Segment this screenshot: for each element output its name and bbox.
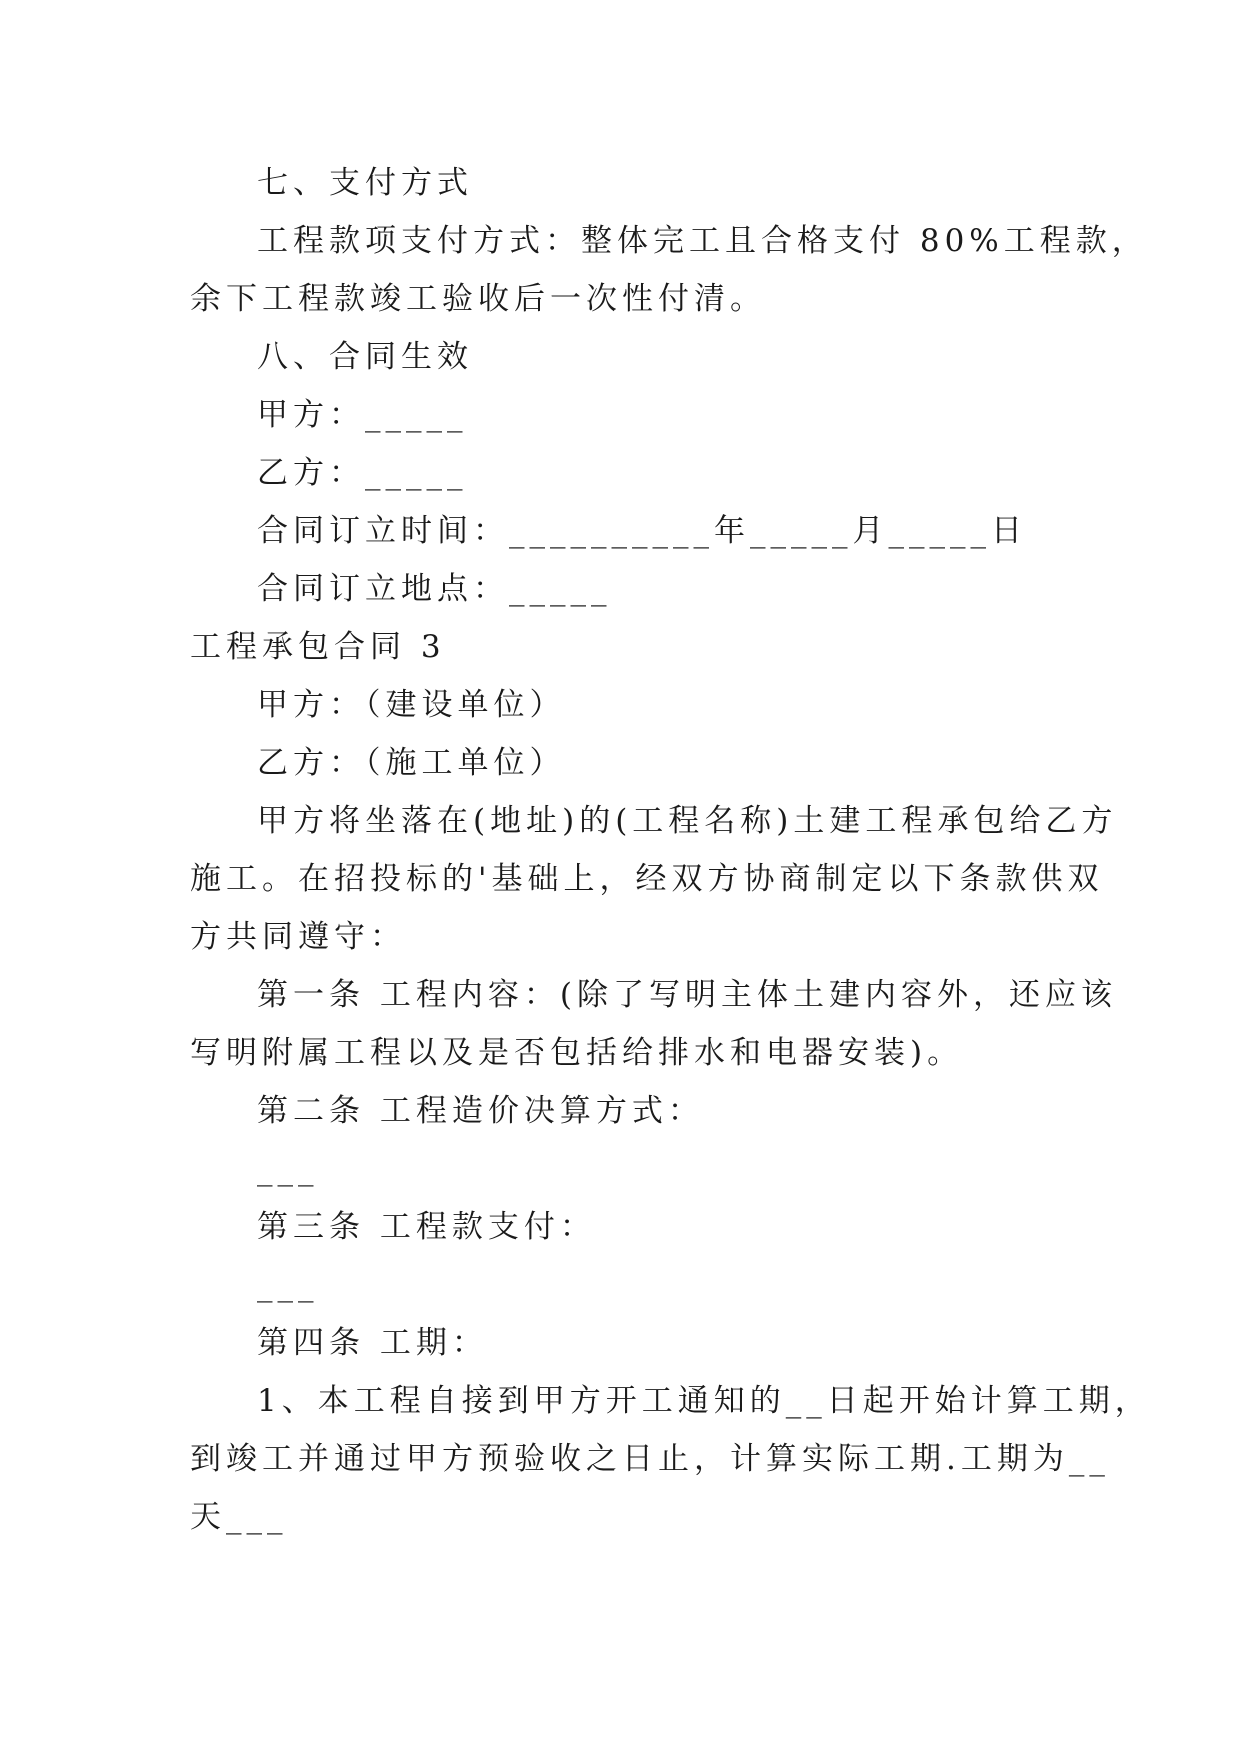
party-a-field: 甲方：_____ <box>257 397 468 433</box>
blank-field: ___ <box>257 1151 319 1187</box>
paragraph-line: 余下工程款竣工验收后一次性付清。 <box>190 281 766 317</box>
party-b-field: 乙方：_____ <box>257 455 468 491</box>
paragraph-line: 写明附属工程以及是否包括给排水和电器安装)。 <box>190 1035 964 1071</box>
document-title: 工程承包合同 3 <box>190 629 446 665</box>
article-four: 第四条 工期： <box>257 1325 488 1361</box>
paragraph-line: 施工。在招投标的'基础上，经双方协商制定以下条款供双 <box>190 861 1104 897</box>
contract-place-field: 合同订立地点：_____ <box>257 571 612 607</box>
paragraph-line: 到竣工并通过甲方预验收之日止，计算实际工期.工期为__ <box>190 1441 1110 1477</box>
section-heading-payment: 七、支付方式 <box>257 165 473 201</box>
paragraph-line: 天___ <box>190 1499 288 1535</box>
blank-field: ___ <box>257 1267 319 1303</box>
article-two: 第二条 工程造价决算方式： <box>257 1093 704 1129</box>
article-one: 第一条 工程内容：(除了写明主体土建内容外，还应该 <box>257 977 1117 1013</box>
paragraph-line: 方共同遵守： <box>190 919 406 955</box>
paragraph-line: 工程款项支付方式：整体完工且合格支付 80%工程款， <box>257 223 1148 259</box>
party-a-line: 甲方：（建设单位） <box>257 687 566 723</box>
paragraph-line: 1、本工程自接到甲方开工通知的__日起开始计算工期， <box>257 1383 1151 1419</box>
section-heading-effect: 八、合同生效 <box>257 339 473 375</box>
contract-date-field: 合同订立时间：__________年_____月_____日 <box>257 513 1027 549</box>
party-b-line: 乙方：（施工单位） <box>257 745 566 781</box>
article-three: 第三条 工程款支付： <box>257 1209 596 1245</box>
paragraph-line: 甲方将坐落在(地址)的(工程名称)土建工程承包给乙方 <box>257 803 1118 839</box>
